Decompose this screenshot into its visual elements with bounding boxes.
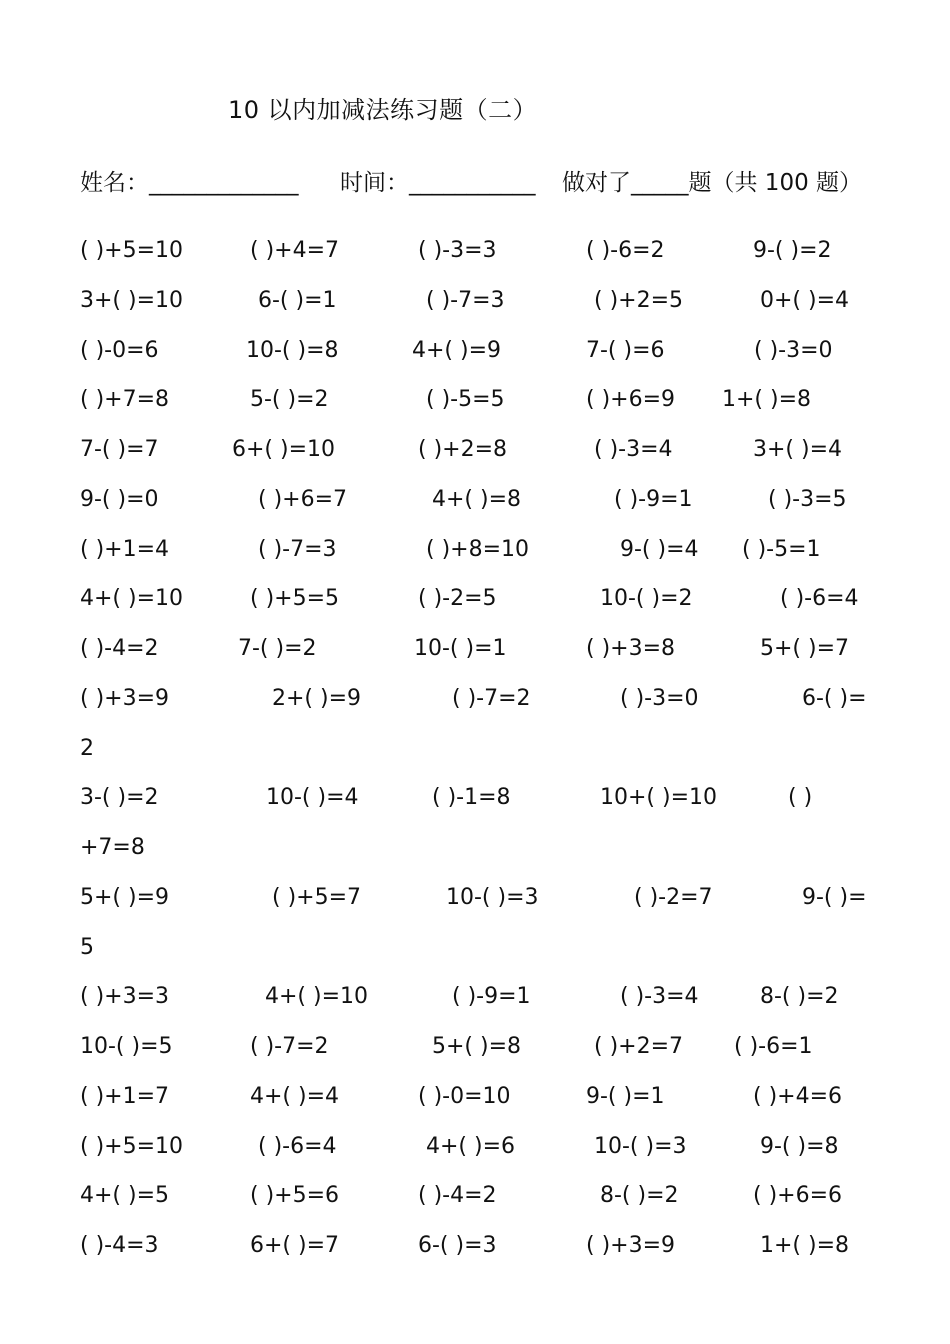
exercise-item: 10-( )=1	[414, 636, 507, 661]
exercise-row	[0, 1022, 950, 1072]
exercise-item: 4+( )=6	[426, 1133, 516, 1159]
exercise-item: 3+( )=4	[753, 437, 843, 462]
exercise-item: ( )-2=5	[418, 586, 497, 612]
exercise-item: ( )-9=1	[452, 984, 531, 1010]
exercise-item: ( )+6=9	[586, 387, 676, 413]
exercise-item: 8-( )=2	[760, 984, 839, 1010]
exercise-row	[0, 276, 950, 326]
exercise-item: ( )+6=6	[753, 1183, 843, 1209]
exercise-row	[0, 624, 950, 674]
exercise-item: 10-( )=5	[80, 1034, 173, 1059]
exercise-item: ( )-3=4	[620, 984, 699, 1010]
exercise-item: ( )-6=4	[780, 586, 859, 612]
exercise-row	[0, 326, 950, 376]
exercise-row	[0, 674, 950, 724]
exercise-item: 2+( )=9	[272, 685, 362, 711]
exercise-item: ( )+2=8	[418, 437, 508, 462]
exercise-item: 10-( )=3	[594, 1133, 687, 1159]
exercise-item: ( )+5=10	[80, 238, 184, 263]
exercise-item: ( )-6=4	[258, 1133, 337, 1159]
exercise-item: 2	[80, 735, 94, 761]
exercise-item: 6+( )=10	[232, 437, 336, 462]
exercise-item: ( )-6=1	[734, 1034, 813, 1059]
exercise-item: ( )-9=1	[614, 486, 693, 512]
exercise-item: ( )+5=7	[272, 884, 362, 910]
name-field: 姓名：_____________	[80, 170, 299, 196]
exercise-item: 3+( )=10	[80, 287, 184, 313]
exercise-row	[0, 773, 950, 823]
exercise-item: 10+( )=10	[600, 785, 718, 811]
exercise-item: ( )-4=3	[80, 1233, 159, 1258]
exercise-item: 9-( )=0	[80, 486, 159, 512]
exercise-item: ( )+3=9	[80, 685, 170, 711]
exercise-item: 9-( )=2	[753, 238, 832, 263]
exercise-item: 10-( )=4	[266, 785, 359, 811]
exercise-row	[0, 226, 950, 276]
exercise-item: 9-( )=	[802, 884, 867, 910]
exercise-item: ( )+5=5	[250, 586, 340, 612]
exercise-item: 7-( )=6	[586, 337, 665, 363]
exercise-item: 1+( )=8	[722, 387, 812, 413]
exercise-item: 5-( )=2	[250, 387, 329, 413]
exercise-item: 10-( )=2	[600, 586, 693, 612]
exercise-item: 8-( )=2	[600, 1183, 679, 1209]
exercise-item: ( )-0=6	[80, 337, 159, 363]
exercise-item: 3-( )=2	[80, 785, 159, 811]
exercise-item: 10-( )=8	[246, 337, 339, 363]
exercise-item: ( )-6=2	[586, 238, 665, 263]
exercise-item: 4+( )=9	[412, 337, 502, 363]
exercise-item: ( )+3=9	[586, 1233, 676, 1258]
exercise-item: 5+( )=7	[760, 636, 850, 661]
exercise-item: ( )+4=7	[250, 238, 340, 263]
exercise-item: ( )+6=7	[258, 486, 348, 512]
exercise-row	[0, 972, 950, 1022]
exercise-item: 4+( )=8	[432, 486, 522, 512]
exercise-item: ( )-5=1	[742, 536, 821, 562]
exercise-row	[0, 923, 950, 973]
exercise-item: ( )-7=2	[250, 1034, 329, 1059]
exercise-item: 4+( )=5	[80, 1183, 170, 1209]
exercise-item: 6+( )=7	[250, 1233, 340, 1258]
exercise-item: ( )-1=8	[432, 785, 511, 811]
exercise-row	[0, 475, 950, 525]
exercise-item: 6-( )=1	[258, 287, 337, 313]
exercise-item: 5+( )=8	[432, 1034, 522, 1059]
exercise-item: 0+( )=4	[760, 287, 850, 313]
exercise-row	[0, 1221, 950, 1271]
exercise-item: ( )+1=7	[80, 1083, 170, 1109]
exercise-item: 4+( )=10	[80, 586, 184, 612]
exercise-item: ( )-7=2	[452, 685, 531, 711]
exercise-row	[0, 1122, 950, 1172]
exercise-item: 9-( )=4	[620, 536, 699, 562]
exercise-item: ( )+1=4	[80, 536, 170, 562]
exercise-item: +7=8	[80, 835, 145, 860]
exercise-item: ( )-7=3	[426, 287, 505, 313]
exercise-item: ( )+3=8	[586, 636, 676, 661]
exercise-item: ( )-7=3	[258, 536, 337, 562]
exercise-item: ( )-0=10	[418, 1083, 511, 1109]
exercise-row	[0, 525, 950, 575]
exercise-row	[0, 823, 950, 873]
exercise-item: ( )-2=7	[634, 884, 713, 910]
score-field: 做对了_____题（共 100 题）	[562, 170, 863, 196]
exercise-item: ( )-3=5	[768, 486, 847, 512]
exercise-item: 6-( )=	[802, 685, 867, 711]
exercise-item: ( )-3=0	[754, 337, 833, 363]
exercise-item: ( )+3=3	[80, 984, 170, 1010]
exercise-item: ( )+5=6	[250, 1183, 340, 1209]
exercise-row	[0, 375, 950, 425]
exercise-row	[0, 574, 950, 624]
exercise-row	[0, 724, 950, 774]
time-field: 时间：___________	[340, 170, 536, 196]
exercise-item: 1+( )=8	[760, 1233, 850, 1258]
exercise-item: ( )-3=4	[594, 437, 673, 462]
exercise-item: ( )-4=2	[80, 636, 159, 661]
exercise-item: 10-( )=3	[446, 884, 539, 910]
exercise-item: 4+( )=4	[250, 1083, 340, 1109]
exercise-item: 6-( )=3	[418, 1233, 497, 1258]
exercise-item: ( )+4=6	[753, 1083, 843, 1109]
exercise-item: 9-( )=1	[586, 1083, 665, 1109]
exercise-item: ( )-3=3	[418, 238, 497, 263]
page-title: 10 以内加减法练习题（二）	[228, 96, 538, 124]
exercise-item: ( )+7=8	[80, 387, 170, 413]
exercise-item: ( )+5=10	[80, 1133, 184, 1159]
exercise-row	[0, 1072, 950, 1122]
exercise-item: ( )-4=2	[418, 1183, 497, 1209]
exercise-item: 7-( )=2	[238, 636, 317, 661]
exercise-item: ( )-5=5	[426, 387, 505, 413]
exercise-item: 5	[80, 934, 94, 960]
exercise-list	[0, 226, 950, 1271]
exercise-item: ( )+2=7	[594, 1034, 684, 1059]
exercise-item: ( )	[788, 785, 813, 811]
exercise-item: ( )+2=5	[594, 287, 684, 313]
exercise-row	[0, 425, 950, 475]
exercise-item: ( )+8=10	[426, 536, 530, 562]
exercise-row	[0, 1171, 950, 1221]
exercise-item: 5+( )=9	[80, 884, 170, 910]
exercise-row	[0, 873, 950, 923]
exercise-item: 4+( )=10	[265, 984, 369, 1010]
exercise-item: 9-( )=8	[760, 1133, 839, 1159]
exercise-item: ( )-3=0	[620, 685, 699, 711]
exercise-item: 7-( )=7	[80, 437, 159, 462]
